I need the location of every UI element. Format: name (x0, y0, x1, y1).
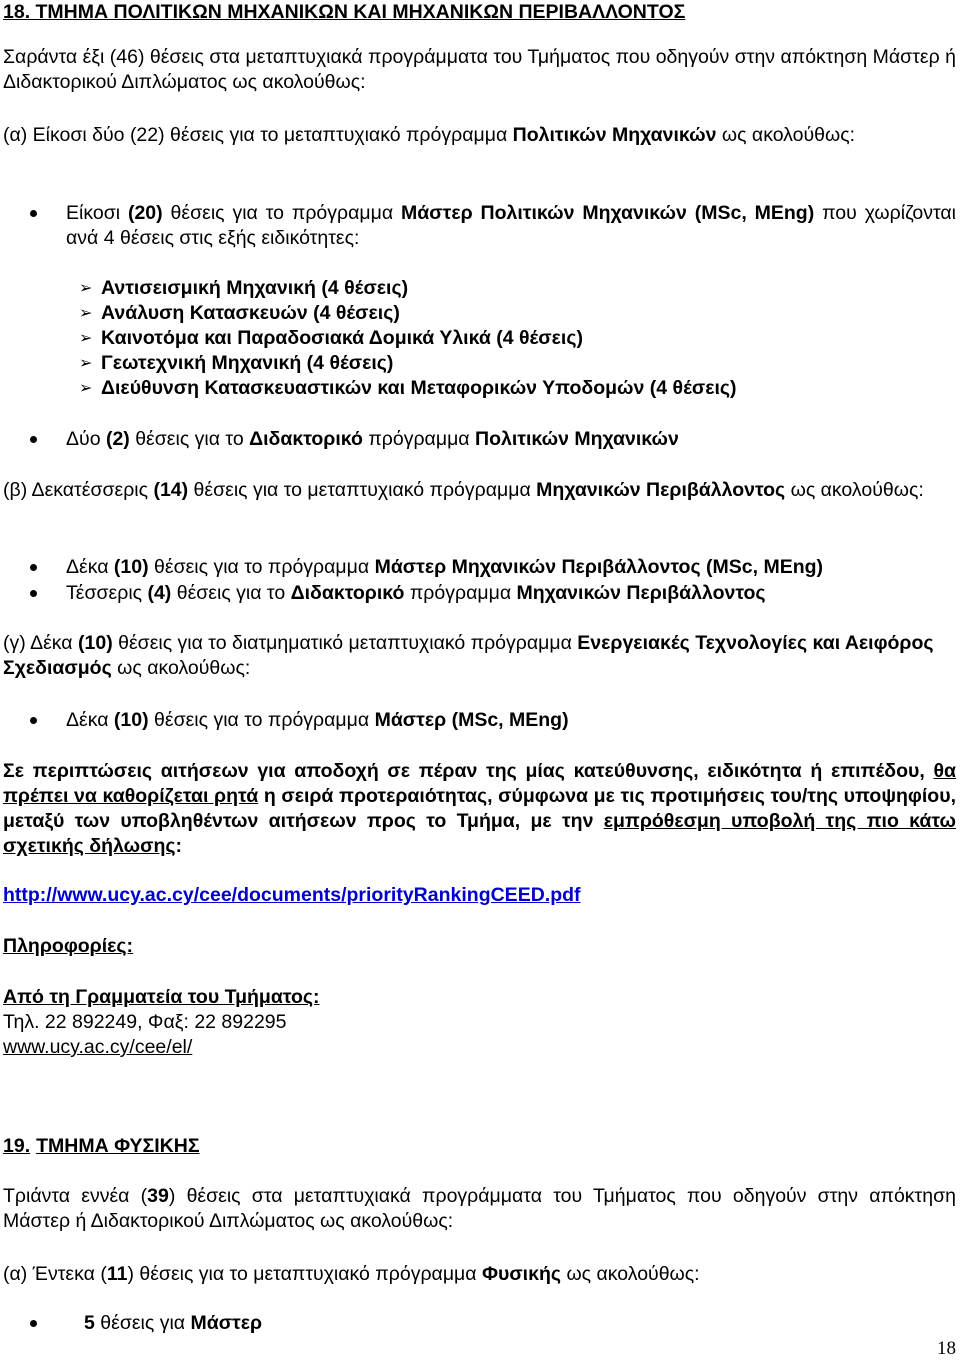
arrow-bullet-icon: ➢ (79, 355, 93, 372)
bullet-icon (30, 717, 37, 724)
department-website-link[interactable]: www.ucy.ac.cy/cee/el/ (3, 1036, 193, 1058)
secretariat-heading: Από τη Γραμματεία του Τμήματος: (3, 986, 320, 1008)
arrow-bullet-icon: ➢ (79, 280, 93, 297)
bullet-icon (30, 210, 37, 217)
website-paragraph (3, 1035, 956, 1060)
priority-notice: Σε περιπτώσεις αιτήσεων για αποδοχή σε πέραν της μίας κατεύθυνσης, ειδικότητα ή επιπέδου, θα πρέπει να καθορίζεται ρητά η σειρά προτεραιότητας, σύμφωνα με τις προτιμήσεις του/της υποψηφίου, μεταξύ των υποβληθέντων αιτήσεων προς το Τμήμα, με την εμπρόθεσμη υποβολή της πιο κάτω σχετικής δήλωσης: (3, 760, 956, 857)
arrow-bullet-icon: ➢ (79, 380, 93, 397)
arrow-bullet-icon: ➢ (79, 305, 93, 322)
specialty-item: ➢ Αντισεισμική Μηχανική (4 θέσεις) (79, 277, 409, 299)
priority-ranking-link[interactable]: http://www.ucy.ac.cy/cee/documents/priorityRankingCEED.pdf (3, 884, 581, 906)
specialty-item: ➢ Διεύθυνση Κατασκευαστικών και Μεταφορικών Υποδομών (4 θέσεις) (79, 377, 737, 399)
bullet-env-doctoral: Τέσσερις (4) θέσεις για το Διδακτορικό πρόγραμμα Μηχανικών Περιβάλλοντος (36, 581, 766, 606)
specialty-item: ➢ Καινοτόμα και Παραδοσιακά Δομικά Υλικά (4 θέσεις) (79, 327, 583, 349)
section-19-item-a: (α) Έντεκα (11) θέσεις για το μεταπτυχιακό πρόγραμμα Φυσικής ως ακολούθως: (3, 1263, 700, 1285)
info-heading: Πληροφορίες: (3, 935, 134, 957)
page-number: 18 (937, 1338, 956, 1359)
arrow-bullet-icon: ➢ (79, 330, 93, 347)
contact-phone: Τηλ. 22 892249, Φαξ: 22 892295 (3, 1011, 287, 1033)
bullet-icon (30, 436, 37, 443)
bullet-civil-doctoral: Δύο (2) θέσεις για το Διδακτορικό πρόγραμμα Πολιτικών Μηχανικών (36, 427, 679, 452)
section-19-intro: Τριάντα εννέα (39) θέσεις στα μεταπτυχιακά προγράμματα του Τμήματος που οδηγούν στην απόκτηση Μάστερ ή Διδακτορικού Διπλώματος ως ακολούθως: (3, 1185, 956, 1232)
bullet-civil-masters: Είκοσι (20) θέσεις για το πρόγραμμα Μάστερ Πολιτικών Μηχανικών (MSc, MEng) που χωρίζονται ανά 4 θέσεις στις εξής ειδικότητες: (36, 201, 956, 251)
bullet-icon (30, 590, 37, 597)
section-18-intro: Σαράντα έξι (46) θέσεις στα μεταπτυχιακά προγράμματα του Τμήματος που οδηγούν στην απόκτηση Μάστερ ή Διδακτορικού Διπλώματος ως ακολούθως: (3, 46, 956, 93)
specialty-item: ➢ Ανάλυση Κατασκευών (4 θέσεις) (79, 302, 400, 324)
priority-form-paragraph (3, 883, 956, 908)
bullet-env-masters: Δέκα (10) θέσεις για το πρόγραμμα Μάστερ Μηχανικών Περιβάλλοντος (MSc, MEng) (36, 555, 823, 580)
section-18-item-b: (β) Δεκατέσσερις (14) θέσεις για το μεταπτυχιακό πρόγραμμα Μηχανικών Περιβάλλοντος ως ακολούθως: (3, 479, 924, 501)
bullet-energy-masters: Δέκα (10) θέσεις για το πρόγραμμα Μάστερ (MSc, MEng) (36, 708, 569, 733)
bullet-physics-masters: 5 θέσεις για Μάστερ (36, 1311, 262, 1336)
specialty-item: ➢ Γεωτεχνική Μηχανική (4 θέσεις) (79, 352, 394, 374)
section-18-heading: 18. ΤΜΗΜΑ ΠΟΛΙΤΙΚΩΝ ΜΗΧΑΝΙΚΩΝ ΚΑΙ ΜΗΧΑΝΙΚΩΝ ΠΕΡΙΒΑΛΛΟΝΤΟΣ (3, 1, 686, 23)
section-18-item-a: (α) Είκοσι δύο (22) θέσεις για το μεταπτυχιακό πρόγραμμα Πολιτικών Μηχανικών ως ακολούθως: (3, 124, 856, 146)
bullet-icon (30, 1320, 37, 1327)
bullet-icon (30, 564, 37, 571)
section-19-heading: 19. ΤΜΗΜΑ ΦΥΣΙΚΗΣ (3, 1135, 200, 1157)
section-18-item-c: (γ) Δέκα (10) θέσεις για το διατμηματικό μεταπτυχιακό πρόγραμμα Ενεργειακές Τεχνολογίες και Αειφόρος Σχεδιασμός ως ακολούθως: (3, 632, 934, 679)
